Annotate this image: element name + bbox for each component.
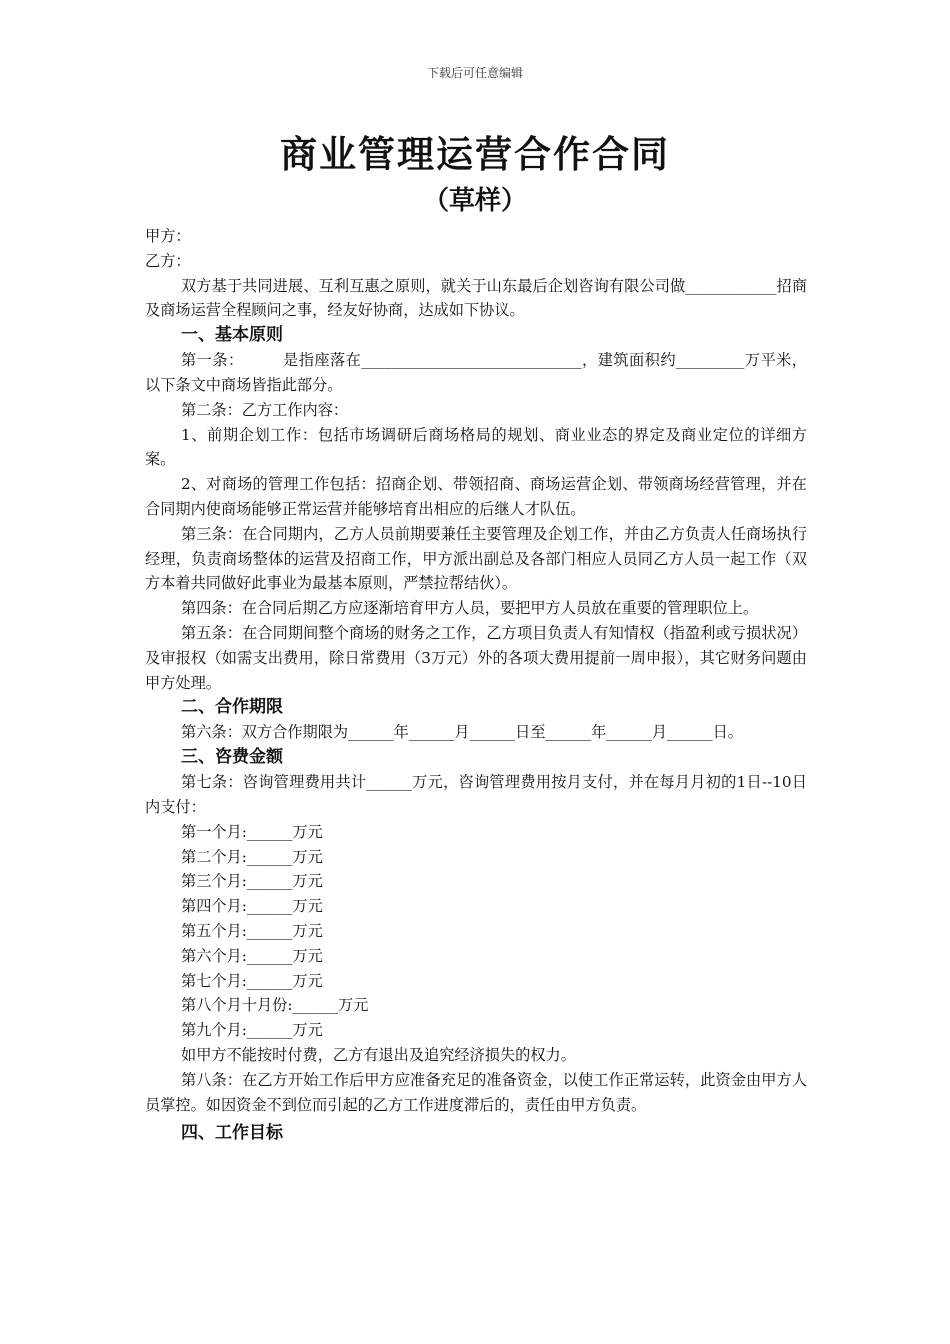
article-2: 第二条：乙方工作内容： — [181, 400, 349, 419]
payment-month-row: 第四个月:______万元 — [181, 897, 323, 916]
document-body — [145, 224, 807, 1146]
payment-month-row: 第八个月十月份:______万元 — [181, 996, 369, 1015]
payment-month-row: 第三个月:______万元 — [181, 872, 323, 891]
payment-month-row: 第七个月:______万元 — [181, 971, 323, 990]
section-heading-work-goals: 四、工作目标 — [181, 1123, 283, 1144]
payment-month-row: 第五个月:______万元 — [181, 921, 323, 940]
article-7: 第七条：咨询管理费用共计______万元，咨询管理费用按月支付，并在每月月初的1日--10日内支付： — [145, 773, 807, 816]
payment-month-row: 第六个月:______万元 — [181, 946, 323, 965]
section-heading-fee-amount: 三、咨费金额 — [181, 747, 283, 768]
article-4: 第四条：在合同后期乙方应逐渐培育甲方人员，要把甲方人员放在重要的管理职位上。 — [181, 599, 759, 618]
article-5: 第五条：在合同期间整个商场的财务之工作，乙方项目负责人有知情权（指盈利或亏损状况）及审报权（如需支出费用，除日常费用（3万元）外的各项大费用提前一周申报），其它财务问题由甲方处理。 — [145, 623, 807, 692]
section-heading-cooperation-term: 二、合作期限 — [181, 697, 283, 718]
article-1: 第一条： 是指座落在_____________________________，建筑面积约_________万平米，以下条文中商场皆指此部分。 — [145, 351, 807, 394]
late-payment-clause: 如甲方不能按时付费，乙方有退出及追究经济损失的权力。 — [181, 1045, 576, 1064]
header-note: 下载后可任意编辑 — [426, 66, 523, 80]
article-8: 第八条：在乙方开始工作后甲方应准备充足的准备资金，以使工作正常运转，此资金由甲方人员掌控。如因资金不到位而引起的乙方工作进度滞后的，责任由甲方负责。 — [145, 1070, 807, 1114]
payment-month-row: 第九个月:______万元 — [181, 1021, 323, 1040]
document-title: 商业管理运营合作合同 — [280, 133, 670, 176]
party-b-label: 乙方： — [145, 251, 191, 270]
payment-month-row: 第二个月:______万元 — [181, 847, 323, 866]
intro-paragraph: 双方基于共同进展、互利互惠之原则，就关于山东最后企划咨询有限公司做____________招商及商场运营全程顾问之事，经友好协商，达成如下协议。 — [145, 276, 807, 320]
document-subtitle: （草样） — [422, 186, 527, 216]
work-item-2: 2、对商场的管理工作包括：招商企划、带领招商、商场运营企划、带领商场经营管理，并在合同期内使商场能够正常运营并能够培育出相应的后继人才队伍。 — [145, 475, 807, 518]
article-3: 第三条：在合同期内，乙方人员前期要兼任主要管理及企划工作，并由乙方负责人任商场执行经理，负责商场整体的运营及招商工作，甲方派出副总及各部门相应人员同乙方人员一起工作（双方本着共同做好此事业为最基本原则，严禁拉帮结伙）。 — [145, 524, 807, 593]
work-item-1: 1、前期企划工作：包括市场调研后商场格局的规划、商业业态的界定及商业定位的详细方案。 — [145, 425, 807, 469]
payment-month-row: 第一个月:______万元 — [181, 822, 323, 841]
party-a-label: 甲方： — [145, 227, 191, 245]
article-6: 第六条：双方合作期限为______年______月______日至______年______月______日。 — [181, 723, 743, 742]
section-heading-basic-principles: 一、基本原则 — [181, 325, 283, 346]
